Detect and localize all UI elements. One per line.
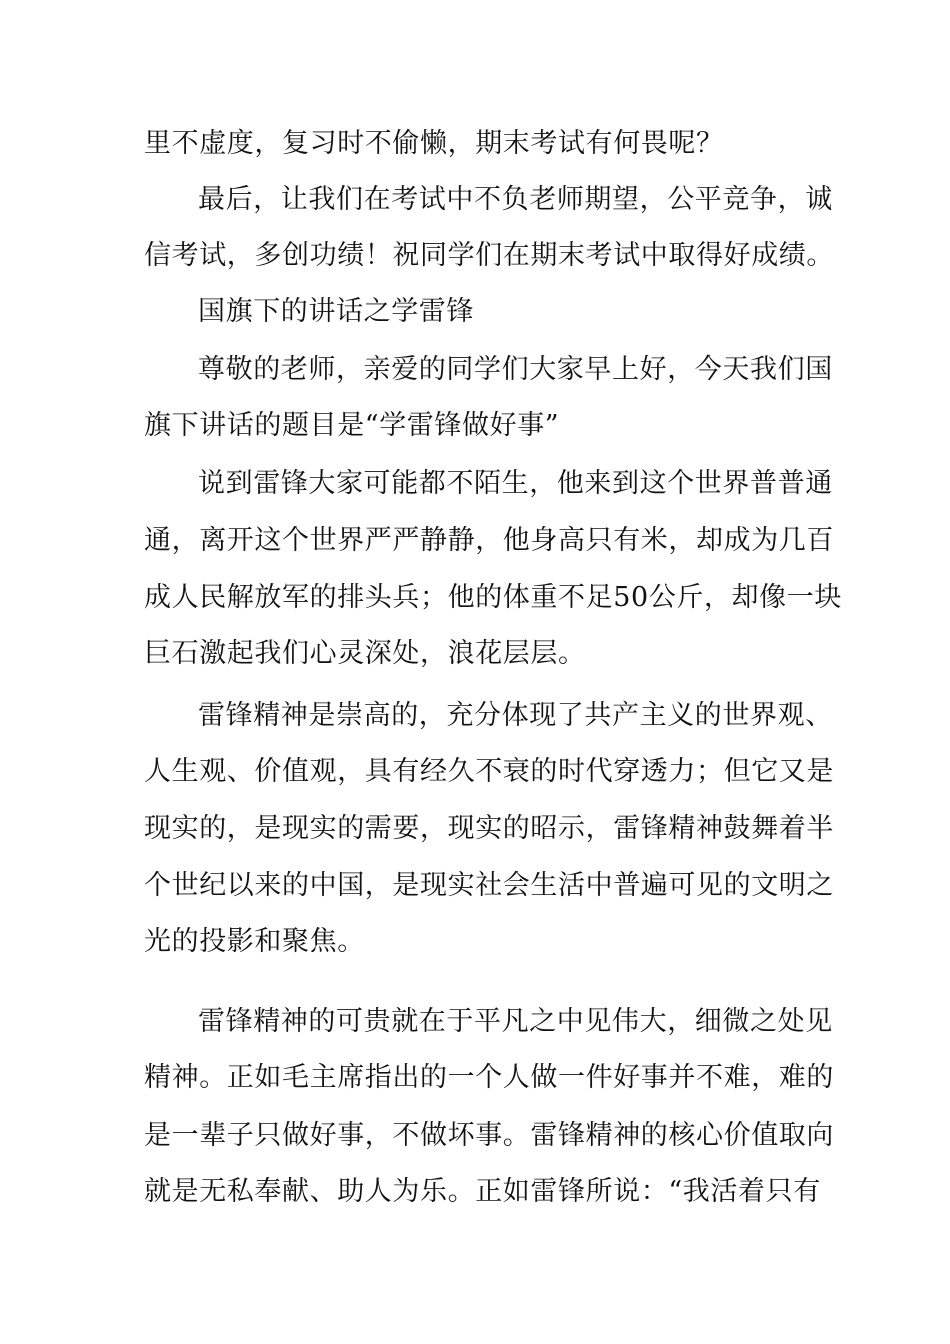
body-text-line: 就是无私奉献、助人为乐。正如雷锋所说：“我活着只有 (144, 1176, 821, 1207)
body-text-line: 巨石激起我们心灵深处，浪花层层。 (144, 638, 586, 669)
body-text-line: 里不虚度，复习时不偷懒，期末考试有何畏呢？ (144, 128, 724, 159)
body-text-line: 是一辈子只做好事，不做坏事。雷锋精神的核心价值取向 (144, 1120, 834, 1151)
body-text-line: 人生观、价值观，具有经久不衰的时代穿透力；但它又是 (144, 756, 834, 787)
body-text-line: 现实的，是现实的需要，现实的昭示，雷锋精神鼓舞着半 (144, 813, 834, 844)
body-text-line: 成人民解放军的排头兵；他的体重不足50公斤，却像一块 (144, 582, 842, 613)
body-text-line: 光的投影和聚焦。 (144, 926, 365, 957)
body-text-line: 信考试，多创功绩！祝同学们在期末考试中取得好成绩。 (144, 240, 834, 271)
body-text-line: 通，离开这个世界严严静静，他身高只有米，却成为几百 (144, 525, 834, 556)
body-text-line: 旗下讲话的题目是“学雷锋做好事” (144, 410, 560, 441)
body-text-line: 个世纪以来的中国，是现实社会生活中普遍可见的文明之 (144, 870, 834, 901)
body-text-line: 精神。正如毛主席指出的一个人做一件好事并不难，难的 (144, 1062, 834, 1093)
paragraph-first-line: 说到雷锋大家可能都不陌生，他来到这个世界普普通 (198, 468, 833, 499)
paragraph-first-line: 尊敬的老师，亲爱的同学们大家早上好，今天我们国 (198, 354, 833, 385)
paragraph-first-line: 雷锋精神的可贵就在于平凡之中见伟大，细微之处见 (198, 1006, 833, 1037)
paragraph-first-line: 雷锋精神是崇高的，充分体现了共产主义的世界观、 (198, 700, 833, 731)
section-heading: 国旗下的讲话之学雷锋 (198, 296, 474, 327)
paragraph-first-line: 最后，让我们在考试中不负老师期望，公平竞争，诚 (198, 184, 833, 215)
